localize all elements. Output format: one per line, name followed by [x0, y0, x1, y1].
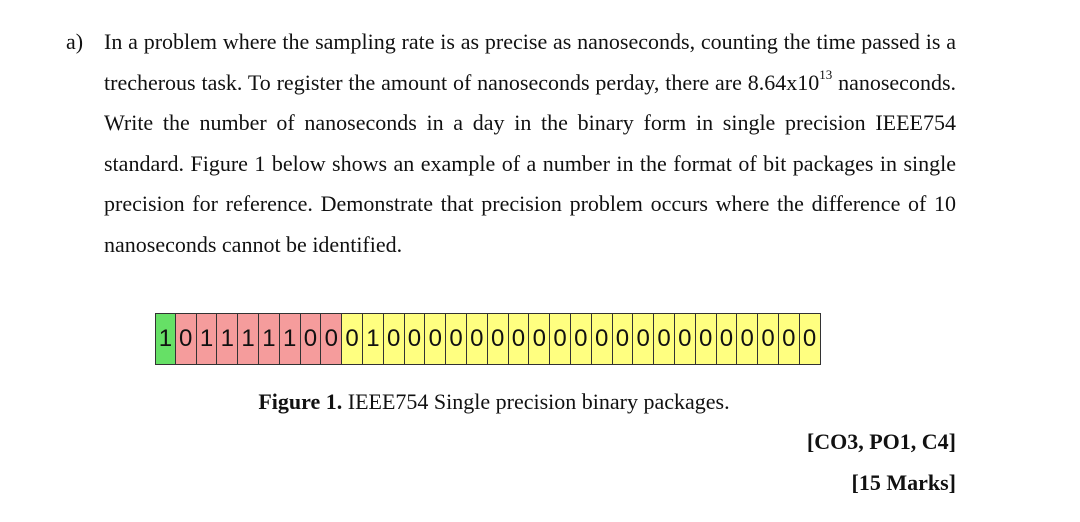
marks: [15 Marks] [851, 470, 956, 495]
mantissa-bit: 0 [509, 314, 530, 364]
mantissa-bit: 0 [675, 314, 696, 364]
mantissa-bit: 0 [529, 314, 550, 364]
mantissa-bit: 0 [737, 314, 758, 364]
mantissa-bit: 0 [633, 314, 654, 364]
question-text-part2: nanoseconds. Write the number of nanoseconds in a day in the binary form in single precision IEEE754 standard. Figure 1 below shows an example of a number in the format of bit packages in single precision for reference. Demonstrate that precision problem occurs where the difference of 10 nanoseconds cannot be identified. [104, 69, 957, 257]
mantissa-bit: 0 [696, 314, 717, 364]
course-outcomes: [CO3, PO1, C4] [806, 429, 956, 454]
exponent-bit: 1 [197, 314, 218, 364]
mantissa-bit: 0 [384, 314, 405, 364]
exponent-bit: 0 [301, 314, 322, 364]
question-label: a) [66, 29, 84, 54]
exponent-bit: 1 [259, 314, 280, 364]
exponent-bit: 0 [176, 314, 197, 364]
mantissa-bit: 0 [654, 314, 675, 364]
mantissa-bit: 0 [425, 314, 446, 364]
mantissa-bit: 0 [779, 314, 800, 364]
mantissa-bit: 0 [613, 314, 634, 364]
mantissa-bit: 0 [446, 314, 467, 364]
mantissa-bit: 1 [363, 314, 384, 364]
mantissa-bit: 0 [717, 314, 738, 364]
exponent-bit: 1 [238, 314, 259, 364]
mantissa-bit: 0 [800, 314, 821, 364]
exponent-bit: 1 [217, 314, 238, 364]
mantissa-bit: 0 [405, 314, 426, 364]
mantissa-bit: 0 [592, 314, 613, 364]
figure-caption-label: Figure 1. [258, 389, 343, 414]
mantissa-bit: 0 [342, 314, 363, 364]
figure-caption-text: IEEE754 Single precision binary packages. [342, 389, 730, 414]
figure-caption [0, 387, 988, 417]
sign-bit: 1 [155, 314, 176, 364]
exponent-bit: 0 [321, 314, 342, 364]
mantissa-bit: 0 [758, 314, 779, 364]
question-text-part1: In a problem where the sampling rate is as precise as nanoseconds, counting the time passed is a trecherous task. To register the amount of nanoseconds perday, there are 8.64x10 [104, 29, 956, 95]
mantissa-bit: 0 [571, 314, 592, 364]
mantissa-bit: 0 [488, 314, 509, 364]
question-text [104, 22, 956, 265]
mantissa-bit: 0 [467, 314, 488, 364]
mantissa-bit: 0 [550, 314, 571, 364]
exponent-superscript: 13 [819, 67, 833, 83]
bit-package-figure [155, 313, 821, 365]
exponent-bit: 1 [280, 314, 301, 364]
